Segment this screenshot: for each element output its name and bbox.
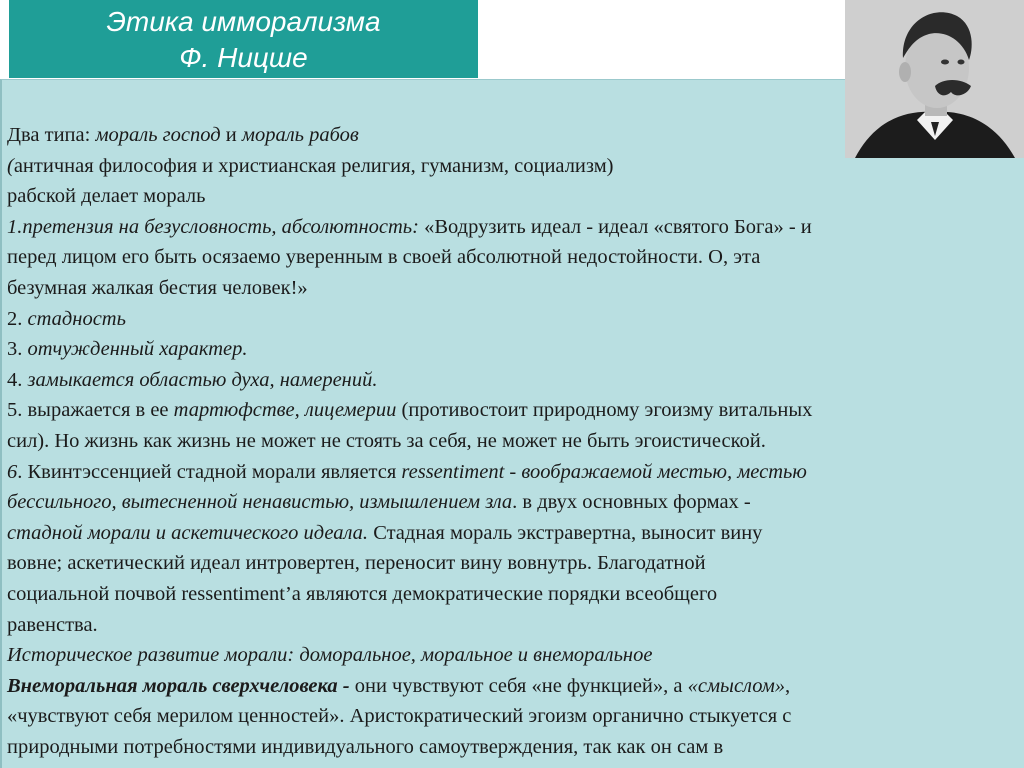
text-line: безумная жалкая бестия человек!» [7,276,308,299]
text-line: вовне; аскетический идеал интровертен, переносит вину вовнутрь. Благодатной [7,552,706,575]
text-line: «чувствуют себя мерилом ценностей». Аристократический эгоизм органично стыкуется с [7,705,792,728]
text-line: природными потребностями индивидуального самоутверждения, так как он сам в [7,735,724,758]
text-line: перед лицом его быть осязаемо уверенным в своей абсолютной недостойности. О, эта [7,246,761,269]
text-line: Два типа: мораль господ и мораль рабов [7,124,359,146]
text-line: рабской делает мораль [7,185,206,208]
title-line-2: Ф. Ницше [179,42,308,73]
text-line: 2. стадность [7,307,126,330]
text-line: стадной морали и аскетического идеала. Стадная мораль экстравертна, выносит вину [7,521,763,544]
text-line: 6. Квинтэссенцией стадной морали является ressentiment - воображаемой местью, местью [7,460,807,483]
text-line: 5. выражается в ее тартюфстве, лицемерии (противостоит природному эгоизму витальных [7,399,813,422]
text-line: бессильного, вытесненной ненавистью, измышлением зла. в двух основных формах - [7,491,751,514]
text-line: Внеморальная мораль сверхчеловека - они чувствуют себя «не функцией», а «смыслом», [7,674,791,697]
text-line: социальной почвой ressentiment’а являются демократические порядки всеобщего [7,582,718,605]
text-line: Историческое развитие морали: доморальное, моральное и внеморальное [7,644,653,667]
text-line: равенства. [7,613,98,636]
text-line: (античная философия и христианская религия, гуманизм, социализм) [7,154,614,177]
slide-title [9,0,478,78]
text-line: сил). Но жизнь как жизнь не может не стоять за себя, не может не быть эгоистической. [7,429,766,452]
text-line: 3. отчужденный характер. [7,338,248,361]
text-line: 1.претензия на безусловность, абсолютность: «Водрузить идеал - идеал «святого Бога» - и [7,215,812,238]
title-line-1: Этика имморализма [106,6,381,37]
main-text [7,120,1019,762]
text-line: 4. замыкается областью духа, намерений. [7,368,378,391]
